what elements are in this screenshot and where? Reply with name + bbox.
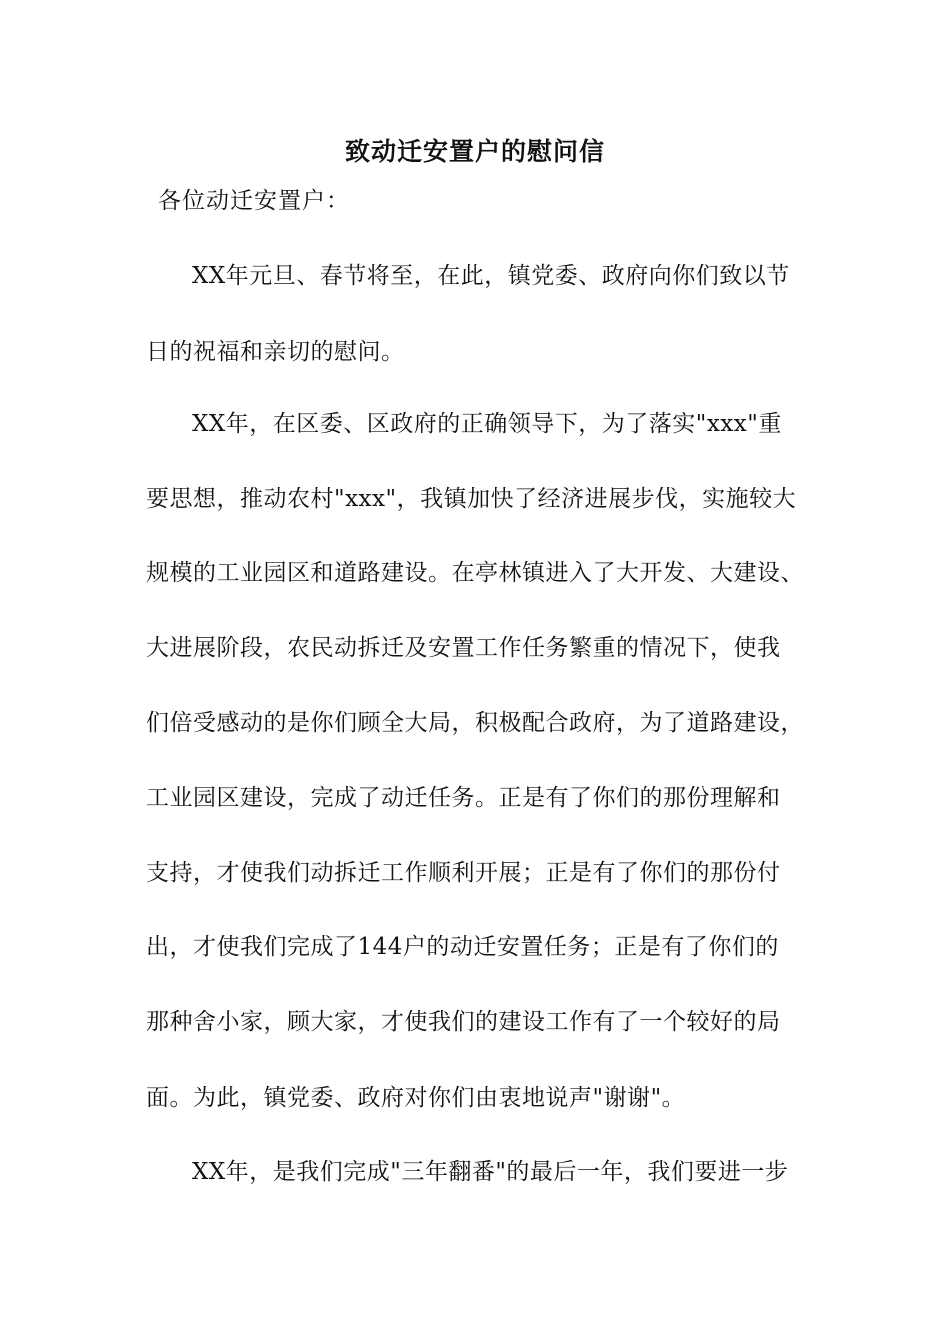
body-line-1: XX年元旦、春节将至，在此，镇党委、政府向你们致以节 <box>192 263 790 289</box>
body-line-12: 面。为此，镇党委、政府对你们由衷地说声"谢谢"。 <box>146 1085 686 1111</box>
body-line-13: XX年，是我们完成"三年翻番"的最后一年，我们要进一步 <box>192 1159 789 1185</box>
body-line-9: 支持，才使我们动拆迁工作顺利开展；正是有了你们的那份付 <box>146 860 781 886</box>
body-line-10: 出，才使我们完成了144户的动迁安置任务；正是有了你们的 <box>146 934 779 960</box>
body-line-2: 日的祝福和亲切的慰问。 <box>146 339 405 365</box>
body-line-11: 那种舍小家，顾大家，才使我们的建设工作有了一个较好的局 <box>146 1009 781 1035</box>
body-line-7: 们倍受感动的是你们顾全大局，积极配合政府，为了道路建设， <box>146 710 804 736</box>
document-title: 致动迁安置户的慰问信 <box>344 137 605 166</box>
body-line-3: XX年，在区委、区政府的正确领导下，为了落实"xxx"重 <box>192 411 782 437</box>
body-line-5: 规模的工业园区和道路建设。在亭林镇进入了大开发、大建设、 <box>146 560 804 586</box>
salutation: 各位动迁安置户： <box>158 188 350 214</box>
body-line-8: 工业园区建设，完成了动迁任务。正是有了你们的那份理解和 <box>146 785 781 811</box>
body-line-4: 要思想，推动农村"xxx"，我镇加快了经济进展步伐，实施较大 <box>146 486 797 512</box>
body-line-6: 大进展阶段，农民动拆迁及安置工作任务繁重的情况下，使我 <box>146 635 781 661</box>
